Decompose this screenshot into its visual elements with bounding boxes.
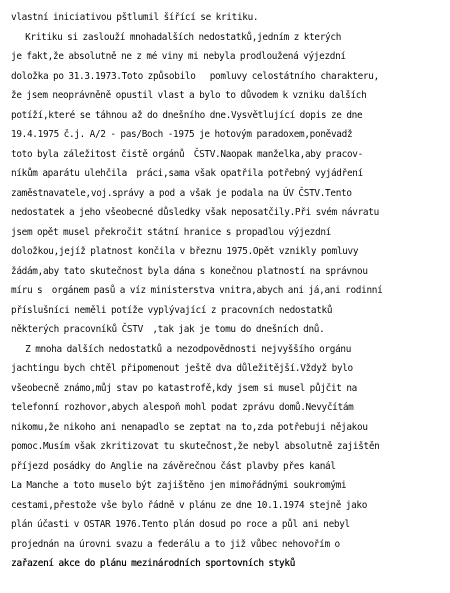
text-line: žádám,aby tato skutečnost byla dána s konečnou platností na správnou bbox=[11, 265, 368, 277]
text-line: některých pracovníků ČSTV ,tak jak je tomu do dnešních dnů. bbox=[11, 324, 325, 335]
text-line: potíží,které se táhnou až do dnešního dne.Vysvětlující dopis ze dne bbox=[11, 109, 363, 121]
text-line: jsem opět musel překročit státní hranice s propadlou výjezdní bbox=[11, 226, 331, 238]
text-line: pomoc.Musím však zkritizovat tu skutečnost,že nebyl absolutně zajištěn bbox=[11, 441, 380, 452]
text-line: vlastní iniciativou pštlumil šířící se kritiku. bbox=[11, 12, 259, 23]
text-line: příslušníci neměli potíže vyplývající z pracovních nedostatků bbox=[11, 304, 333, 316]
text-line: telefonní rozhovor,abych alespoň mohl podat zprávu domů.Nevyčítám bbox=[11, 402, 354, 413]
text-line: jachtingu bych chtěl připomenout ještě dva důležitější.Vždyž bylo bbox=[11, 363, 353, 374]
text-line: La Manche a toto muselo být zajištěno jen mimořádnými soukromými bbox=[11, 480, 347, 491]
text-line: nikomu,že nikoho ani nenapadlo se zeptat na to,zda potřebuji nějakou bbox=[11, 421, 368, 433]
document-text bbox=[11, 8, 443, 574]
text-line: toto byla záležitost čistě orgánů ČSTV.Naopak manželka,aby pracov- bbox=[11, 148, 363, 160]
text-line: Z mnoha dalších nedostatků a nezodpovědnosti nejvyššího orgánu bbox=[11, 343, 352, 355]
text-line: 19.4.1975 č.j. A/2 - pas/Boch -1975 je hotovým paradoxem,poněvadž bbox=[11, 129, 353, 140]
text-line: doložka po 31.3.1973.Toto způsobilo pomluvy celostátního charakteru, bbox=[11, 70, 379, 82]
text-line: nedostatek a jeho všeobecné důsledky však neposatčily.Při svém návratu bbox=[11, 207, 379, 218]
text-line: že jsem neoprávněně opustil vlast a bylo to důvodem k vzniku dalších bbox=[11, 90, 367, 101]
text-line: je fakt,že absolutně ne z mé viny mi nebyla prodloužená výjezdní bbox=[11, 51, 346, 62]
text-line: projednán na úrovni svazu a federálu a to již vůbec nehovořím o bbox=[11, 538, 340, 550]
text-line: plán účasti v OSTAR 1976.Tento plán dosud po roce a půl ani nebyl bbox=[11, 519, 350, 530]
text-line: doložkou,jejíž platnost končila v březnu 1975.Opět vznikly pomluvy bbox=[11, 246, 359, 257]
text-line: zaměstnavatele,voj.správy a pod a však je podala na ÚV ČSTV.Tento bbox=[11, 187, 352, 199]
text-line: příjezd posádky do Anglie na závěrečnou část plavby přes kanál bbox=[11, 460, 336, 472]
text-line: míru s orgánem pasů a víz ministerstva vnitra,abych ani já,ani rodinní bbox=[11, 285, 383, 296]
text-line: cestami,přestože vše bylo řádně v plánu ze dne 10.1.1974 stejně jako bbox=[11, 499, 368, 511]
text-line: zařazení akce do plánu mezinárodních sportovních styků bbox=[11, 558, 295, 569]
text-line: Kritiku si zaslouží mnohadalších nedostatků,jedním z kterých bbox=[11, 31, 342, 43]
text-line: níkům aparátu ulehčila práci,sama však opatřila potřebný vyjádření bbox=[11, 168, 363, 179]
text-line: všeobecně známo,můj stav po katastrofě,kdy jsem si musel půjčit na bbox=[11, 382, 357, 394]
